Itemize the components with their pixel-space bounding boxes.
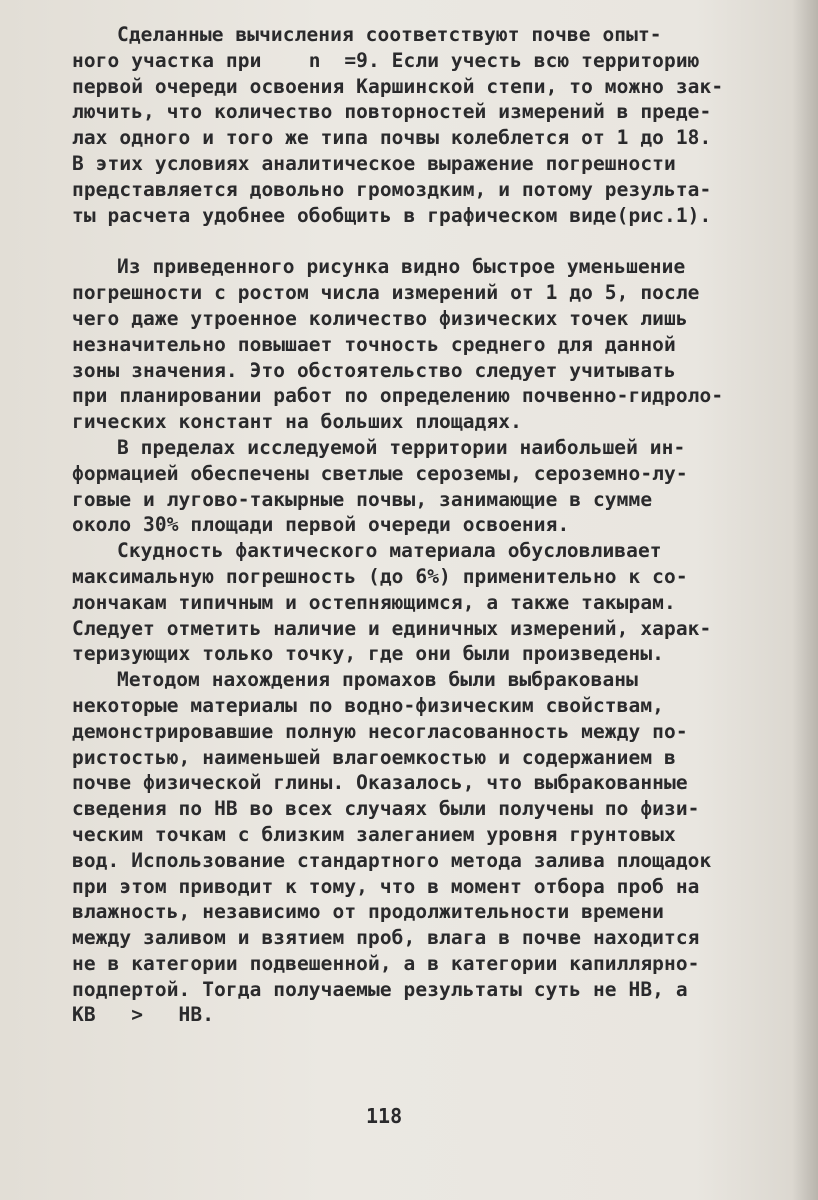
text-line: Сделанные вычисления соответствуют почве опыт- xyxy=(117,23,662,46)
paragraph xyxy=(72,22,787,228)
text-line: гических констант на больших площадях. xyxy=(72,410,522,434)
text-line: зоны значения. Это обстоятельство следует учитывать xyxy=(72,358,676,382)
text-line: КВ > НВ. xyxy=(72,1003,215,1027)
page-number: 118 xyxy=(366,1104,403,1128)
text-line: подпертой. Тогда получаемые результаты суть не НВ, а xyxy=(72,977,688,1001)
text-line: около 30% площади первой очереди освоения. xyxy=(72,513,570,537)
text-line: максимальную погрешность (до 6%) применительно к со- xyxy=(72,564,688,588)
text-line: при этом приводит к тому, что в момент отбора проб на xyxy=(72,874,700,898)
body-text xyxy=(72,22,787,1054)
paragraph xyxy=(72,667,787,1028)
text-line: первой очереди освоения Каршинской степи, то можно зак- xyxy=(72,74,724,98)
text-line: формацией обеспечены светлые сероземы, сероземно-лу- xyxy=(72,461,688,485)
text-line: ристостью, наименьшей влагоемкостью и содержанием в xyxy=(72,745,676,769)
text-line: демонстрировавшие полную несогласованность между по- xyxy=(72,719,688,743)
text-line: чего даже утроенное количество физических точек лишь xyxy=(72,306,688,330)
text-line: погрешности с ростом числа измерений от 1 до 5, после xyxy=(72,281,700,305)
text-line: теризующих только точку, где они были произведены. xyxy=(72,642,664,666)
text-line: не в категории подвешенной, а в категории капиллярно- xyxy=(72,951,700,975)
text-line: при планировании работ по определению почвенно-гидроло- xyxy=(72,384,724,408)
text-line: Следует отметить наличие и единичных измерений, харак- xyxy=(72,616,712,640)
text-line: вод. Использование стандартного метода залива площадок xyxy=(72,848,712,872)
text-line: ческим точкам с близким залеганием уровня грунтовых xyxy=(72,822,676,846)
text-line: незначительно повышает точность среднего для данной xyxy=(72,332,676,356)
text-line: почве физической глины. Оказалось, что выбракованные xyxy=(72,771,688,795)
text-line: лах одного и того же типа почвы колеблется от 1 до 18. xyxy=(72,126,712,150)
text-line: ного участка при n =9. Если учесть всю территорию xyxy=(72,48,700,72)
text-line: В этих условиях аналитическое выражение погрешности xyxy=(72,151,676,175)
text-line: между заливом и взятием проб, влага в почве находится xyxy=(72,926,700,950)
paragraph xyxy=(72,538,787,667)
text-line: представляется довольно громоздким, и потому результа- xyxy=(72,177,712,201)
paragraph xyxy=(72,254,787,435)
text-line: Скудность фактического материала обусловливает xyxy=(117,539,662,563)
text-line: лончакам типичным и остепняющимся, а также такырам. xyxy=(72,590,676,614)
text-line: говые и лугово-такырные почвы, занимающие в сумме xyxy=(72,487,653,511)
text-line: ты расчета удобнее обобщить в графическом виде(рис.1). xyxy=(72,203,712,227)
text-line: Методом нахождения промахов были выбракованы xyxy=(117,668,638,692)
paragraph xyxy=(72,435,787,538)
text-line: сведения по НВ во всех случаях были получены по физи- xyxy=(72,797,700,821)
text-line: лючить, что количество повторностей измерений в преде- xyxy=(72,100,712,124)
text-line: некоторые материалы по водно-физическим свойствам, xyxy=(72,693,664,717)
page-edge-shadow xyxy=(792,0,818,1200)
text-line: влажность, независимо от продолжительности времени xyxy=(72,900,664,924)
text-line: Из приведенного рисунка видно быстрое уменьшение xyxy=(117,255,686,279)
text-line: В пределах исследуемой территории наибольшей ин- xyxy=(117,435,686,459)
